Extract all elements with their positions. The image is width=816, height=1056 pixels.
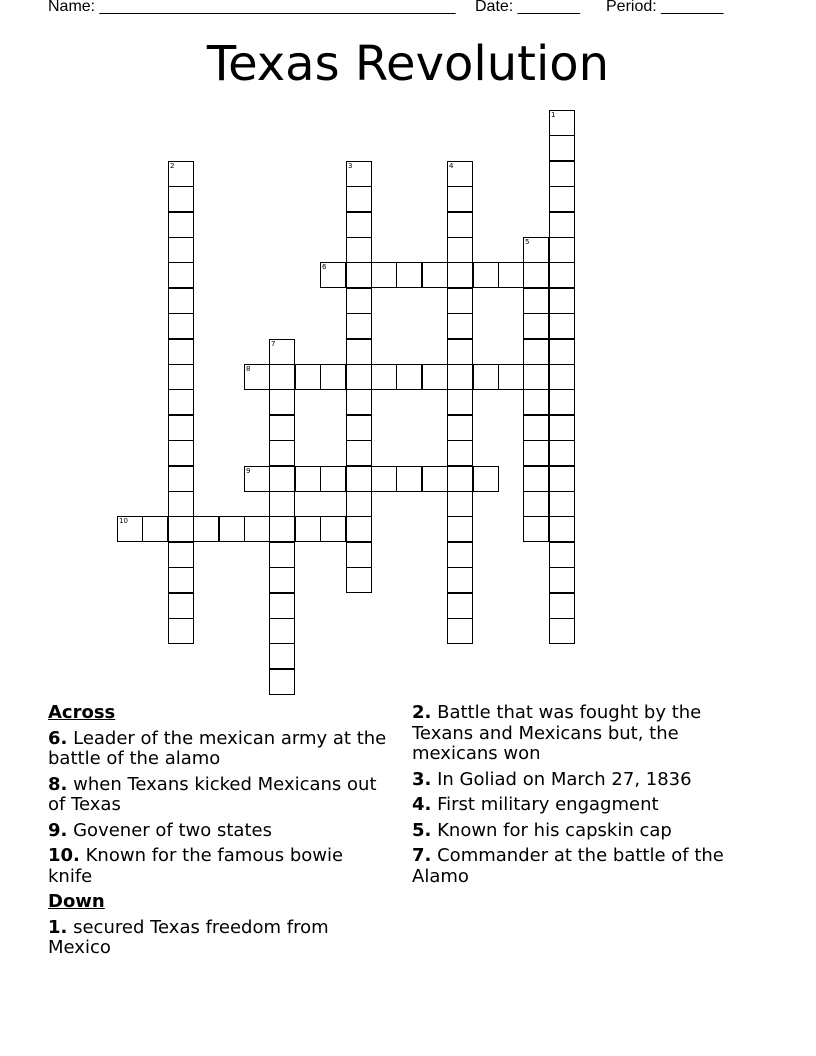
crossword-cell[interactable]	[447, 339, 473, 365]
crossword-cell[interactable]	[168, 237, 194, 263]
crossword-cell[interactable]	[523, 364, 549, 390]
crossword-cell[interactable]	[346, 339, 372, 365]
crossword-cell[interactable]	[549, 339, 575, 365]
crossword-cell[interactable]	[549, 288, 575, 314]
crossword-cell[interactable]	[447, 491, 473, 517]
crossword-cell[interactable]	[168, 542, 194, 568]
date-field-label[interactable]: Date: _______	[475, 0, 580, 15]
clue-text: Known for his capskin cap	[437, 819, 672, 841]
crossword-cell[interactable]	[346, 288, 372, 314]
clues-right-column	[412, 703, 752, 892]
crossword-cell[interactable]	[269, 364, 295, 390]
crossword-cell[interactable]	[447, 212, 473, 238]
crossword-cell[interactable]	[371, 364, 397, 390]
crossword-cell[interactable]	[549, 364, 575, 390]
crossword-cell[interactable]	[523, 262, 549, 288]
cell-number: 10	[119, 517, 128, 525]
crossword-cell[interactable]	[549, 110, 575, 136]
crossword-cell[interactable]	[346, 212, 372, 238]
crossword-cell[interactable]	[549, 161, 575, 187]
crossword-cell[interactable]	[168, 440, 194, 466]
crossword-cell[interactable]	[549, 593, 575, 619]
crossword-cell[interactable]	[549, 212, 575, 238]
clue-text: Known for the famous bowie knife	[48, 845, 344, 887]
crossword-cell[interactable]	[168, 186, 194, 212]
crossword-cell[interactable]	[168, 567, 194, 593]
page-title: Texas Revolution	[206, 36, 610, 92]
crossword-cell[interactable]	[422, 466, 448, 492]
crossword-cell[interactable]	[269, 567, 295, 593]
cell-number: 4	[449, 162, 454, 170]
crossword-cell[interactable]	[473, 364, 499, 390]
clue-across-9	[48, 821, 393, 842]
crossword-cell[interactable]	[168, 161, 194, 187]
crossword-cell[interactable]	[447, 389, 473, 415]
clue-number: 8.	[48, 773, 68, 795]
clue-across-10	[48, 846, 393, 887]
crossword-cell[interactable]	[320, 516, 346, 542]
crossword-cell[interactable]	[346, 186, 372, 212]
crossword-cell[interactable]	[295, 364, 321, 390]
crossword-cell[interactable]	[447, 237, 473, 263]
crossword-cell[interactable]	[549, 237, 575, 263]
cell-number: 1	[551, 111, 556, 119]
clue-text: secured Texas freedom from Mexico	[48, 916, 329, 958]
crossword-cell[interactable]	[523, 313, 549, 339]
crossword-cell[interactable]	[320, 262, 346, 288]
crossword-cell[interactable]	[549, 466, 575, 492]
clue-text: Govener of two states	[73, 819, 272, 841]
crossword-cell[interactable]	[473, 262, 499, 288]
crossword-cell[interactable]	[346, 516, 372, 542]
crossword-cell[interactable]	[219, 516, 245, 542]
crossword-cell[interactable]	[168, 339, 194, 365]
crossword-cell[interactable]	[295, 516, 321, 542]
clue-text: Battle that was fought by the Texans and Mexicans but, the mexicans won	[412, 702, 702, 764]
crossword-cell[interactable]	[346, 415, 372, 441]
crossword-cell[interactable]	[447, 313, 473, 339]
clue-text: Leader of the mexican army at the battle of the alamo	[48, 727, 387, 769]
crossword-cell[interactable]	[422, 262, 448, 288]
crossword-cell[interactable]	[269, 593, 295, 619]
crossword-cell[interactable]	[244, 516, 270, 542]
crossword-cell[interactable]	[396, 466, 422, 492]
crossword-cell[interactable]	[269, 440, 295, 466]
crossword-cell[interactable]	[168, 466, 194, 492]
across-heading: Across	[48, 702, 116, 723]
crossword-cell[interactable]	[269, 415, 295, 441]
crossword-cell[interactable]	[168, 593, 194, 619]
crossword-cell[interactable]	[549, 567, 575, 593]
crossword-cell[interactable]	[523, 288, 549, 314]
crossword-cell[interactable]	[523, 339, 549, 365]
crossword-cell[interactable]	[168, 516, 194, 542]
crossword-cell[interactable]	[269, 643, 295, 669]
crossword-cell[interactable]	[269, 389, 295, 415]
clue-across-8	[48, 775, 393, 816]
cell-number: 3	[348, 162, 353, 170]
crossword-cell[interactable]	[396, 262, 422, 288]
crossword-cell[interactable]	[346, 440, 372, 466]
crossword-cell[interactable]	[168, 313, 194, 339]
crossword-cell[interactable]	[549, 313, 575, 339]
crossword-cell[interactable]	[447, 364, 473, 390]
crossword-cell[interactable]	[447, 440, 473, 466]
clue-number: 4.	[412, 794, 432, 815]
crossword-cell[interactable]	[447, 466, 473, 492]
crossword-cell[interactable]	[117, 516, 143, 542]
crossword-cell[interactable]	[193, 516, 219, 542]
clue-down-3	[412, 770, 752, 791]
crossword-cell[interactable]	[346, 389, 372, 415]
cell-number: 2	[170, 162, 175, 170]
crossword-cell[interactable]	[447, 567, 473, 593]
crossword-cell[interactable]	[295, 466, 321, 492]
clue-number: 9.	[48, 819, 68, 841]
clue-text: when Texans kicked Mexicans out of Texas	[48, 773, 377, 815]
crossword-cell[interactable]	[346, 262, 372, 288]
clue-text: In Goliad on March 27, 1836	[437, 768, 692, 790]
cell-number: 7	[271, 340, 276, 348]
cell-number: 6	[322, 263, 327, 271]
crossword-cell[interactable]	[523, 466, 549, 492]
crossword-cell[interactable]	[549, 389, 575, 415]
crossword-cell[interactable]	[523, 389, 549, 415]
crossword-cell[interactable]	[447, 593, 473, 619]
crossword-cell[interactable]	[447, 161, 473, 187]
clue-number: 7.	[412, 845, 432, 866]
clue-across-6	[48, 729, 393, 770]
crossword-cell[interactable]	[346, 161, 372, 187]
clue-number: 5.	[412, 819, 432, 841]
clue-number: 1.	[48, 916, 68, 938]
crossword-cell[interactable]	[346, 237, 372, 263]
crossword-cell[interactable]	[447, 542, 473, 568]
name-field-label[interactable]: Name: ________________________________________	[48, 0, 456, 15]
crossword-cell[interactable]	[549, 618, 575, 644]
crossword-cell[interactable]	[346, 567, 372, 593]
crossword-cell[interactable]	[346, 364, 372, 390]
crossword-cell[interactable]	[168, 364, 194, 390]
crossword-cell[interactable]	[447, 516, 473, 542]
clue-down-7	[412, 846, 752, 887]
crossword-cell[interactable]	[168, 491, 194, 517]
crossword-cell[interactable]	[142, 516, 168, 542]
clue-text: First military engagment	[437, 794, 659, 815]
crossword-cell[interactable]	[269, 542, 295, 568]
crossword-cell[interactable]	[447, 262, 473, 288]
cell-number: 8	[246, 365, 251, 373]
cell-number: 9	[246, 467, 251, 475]
crossword-cell[interactable]	[346, 542, 372, 568]
crossword-cell[interactable]	[447, 186, 473, 212]
crossword-cell[interactable]	[269, 466, 295, 492]
crossword-cell[interactable]	[549, 415, 575, 441]
crossword-cell[interactable]	[549, 135, 575, 161]
clues-left-column	[48, 703, 393, 964]
crossword-cell[interactable]	[168, 288, 194, 314]
crossword-cell[interactable]	[523, 415, 549, 441]
clue-number: 3.	[412, 768, 432, 790]
crossword-cell[interactable]	[422, 364, 448, 390]
crossword-cell[interactable]	[498, 364, 524, 390]
crossword-cell[interactable]	[371, 466, 397, 492]
crossword-cell[interactable]	[447, 618, 473, 644]
cell-number: 5	[525, 238, 530, 246]
crossword-cell[interactable]	[447, 288, 473, 314]
crossword-cell[interactable]	[523, 237, 549, 263]
crossword-cell[interactable]	[168, 415, 194, 441]
crossword-cell[interactable]	[320, 364, 346, 390]
crossword-cell[interactable]	[168, 389, 194, 415]
crossword-cell[interactable]	[549, 440, 575, 466]
crossword-cell[interactable]	[549, 516, 575, 542]
crossword-cell[interactable]	[269, 618, 295, 644]
clue-number: 10.	[48, 845, 80, 866]
crossword-cell[interactable]	[269, 669, 295, 695]
crossword-cell[interactable]	[549, 186, 575, 212]
clue-down-5	[412, 821, 752, 842]
clue-down-2	[412, 703, 752, 765]
crossword-cell[interactable]	[371, 262, 397, 288]
crossword-cell[interactable]	[473, 466, 499, 492]
crossword-cell[interactable]	[523, 516, 549, 542]
crossword-cell[interactable]	[269, 516, 295, 542]
crossword-cell[interactable]	[168, 262, 194, 288]
crossword-cell[interactable]	[244, 364, 270, 390]
crossword-cell[interactable]	[346, 466, 372, 492]
crossword-cell[interactable]	[168, 618, 194, 644]
crossword-cell[interactable]	[168, 212, 194, 238]
clue-number: 6.	[48, 727, 68, 749]
crossword-cell[interactable]	[523, 491, 549, 517]
crossword-cell[interactable]	[523, 440, 549, 466]
clue-number: 2.	[412, 702, 432, 723]
crossword-cell[interactable]	[269, 491, 295, 517]
crossword-cell[interactable]	[346, 313, 372, 339]
crossword-cell[interactable]	[549, 491, 575, 517]
crossword-cell[interactable]	[396, 364, 422, 390]
crossword-cell[interactable]	[244, 466, 270, 492]
down-heading: Down	[48, 891, 105, 912]
crossword-cell[interactable]	[269, 339, 295, 365]
clue-down-1	[48, 918, 393, 959]
period-field-label[interactable]: Period: _______	[606, 0, 724, 15]
clue-down-4	[412, 795, 752, 816]
crossword-cell[interactable]	[549, 262, 575, 288]
crossword-cell[interactable]	[320, 466, 346, 492]
crossword-cell[interactable]	[498, 262, 524, 288]
crossword-cell[interactable]	[549, 542, 575, 568]
crossword-cell[interactable]	[346, 491, 372, 517]
clue-text: Commander at the battle of the Alamo	[412, 845, 724, 887]
crossword-cell[interactable]	[447, 415, 473, 441]
